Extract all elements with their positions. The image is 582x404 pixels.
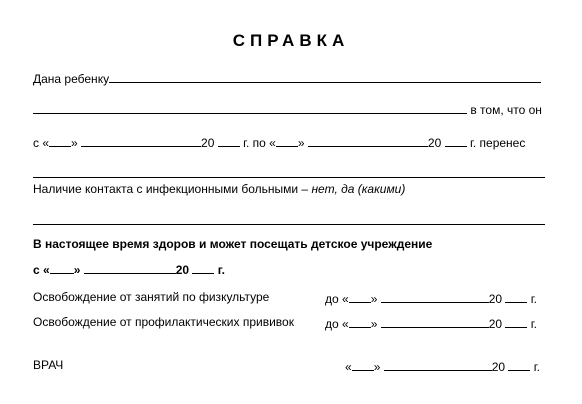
contact-label: Наличие контакта с инфекционными больными – <box>33 182 309 196</box>
open-quote: с « <box>33 263 50 277</box>
doctor-day-field[interactable] <box>352 358 374 371</box>
vacc-day-field[interactable] <box>349 315 371 328</box>
healthy-text: В настоящее время здоров и может посещать детское учреждение <box>33 237 433 251</box>
close-quote: » <box>370 317 378 331</box>
given-to-line <box>33 70 541 86</box>
year-suffix: г. <box>533 360 541 374</box>
close-quote: » <box>73 263 81 277</box>
vacc-year-field[interactable] <box>505 315 527 328</box>
healthy-day-field[interactable] <box>50 261 74 274</box>
vacc-month-field[interactable] <box>381 315 489 328</box>
healthy-month-field[interactable] <box>84 261 176 274</box>
doctor-label: ВРАЧ <box>33 358 64 372</box>
healthy-date-line <box>33 261 225 277</box>
healthy-year-field[interactable] <box>192 261 214 274</box>
year-prefix: 20 <box>488 317 503 331</box>
given-to-label: Дана ребенку <box>33 72 110 86</box>
close-quote: » <box>373 360 381 374</box>
contact-line <box>33 182 405 196</box>
to-month-field[interactable] <box>308 134 428 147</box>
doctor-month-field[interactable] <box>384 358 492 371</box>
doctor-year-field[interactable] <box>508 358 530 371</box>
doctor-date <box>345 358 540 374</box>
suffered-label: г. перенес <box>469 136 526 150</box>
exempt-vacc-date <box>325 315 537 331</box>
pe-month-field[interactable] <box>381 290 489 303</box>
to-label: г. по « <box>243 136 276 150</box>
year-prefix: 20 <box>491 360 506 374</box>
year-suffix: г. <box>530 292 538 306</box>
open-quote: с « <box>33 136 50 150</box>
close-quote: » <box>71 136 78 150</box>
year-suffix: г. <box>217 263 225 277</box>
year-prefix: 20 <box>201 136 215 150</box>
to-day-field[interactable] <box>276 134 298 147</box>
document-title: СПРАВКА <box>232 31 350 50</box>
from-day-field[interactable] <box>49 134 71 147</box>
exempt-pe-date <box>325 290 537 306</box>
to-year-field[interactable] <box>445 134 467 147</box>
year-prefix: 20 <box>427 136 442 150</box>
year-suffix: г. <box>530 317 538 331</box>
pe-year-field[interactable] <box>505 290 527 303</box>
child-name-continuation-field[interactable] <box>33 101 467 114</box>
year-prefix: 20 <box>175 263 190 277</box>
open-quote: « <box>345 360 352 374</box>
contact-options: нет, да (какими) <box>311 182 406 196</box>
in-that-label: в том, что он <box>470 103 542 117</box>
until-label: до « <box>325 292 349 306</box>
contact-details-field[interactable] <box>33 224 545 225</box>
diagnosis-field[interactable] <box>33 177 545 178</box>
pe-day-field[interactable] <box>349 290 371 303</box>
continuation-line <box>33 101 542 117</box>
close-quote: » <box>370 292 378 306</box>
from-year-field[interactable] <box>218 134 240 147</box>
exempt-vacc-label: Освобождение от профилактических прививок <box>33 315 294 329</box>
from-month-field[interactable] <box>81 134 201 147</box>
illness-period-line <box>33 134 525 150</box>
until-label: до « <box>325 317 349 331</box>
close-quote: » <box>297 136 305 150</box>
year-prefix: 20 <box>488 292 503 306</box>
exempt-pe-label: Освобождение от занятий по физкультуре <box>33 290 270 304</box>
child-name-field[interactable] <box>109 70 541 83</box>
